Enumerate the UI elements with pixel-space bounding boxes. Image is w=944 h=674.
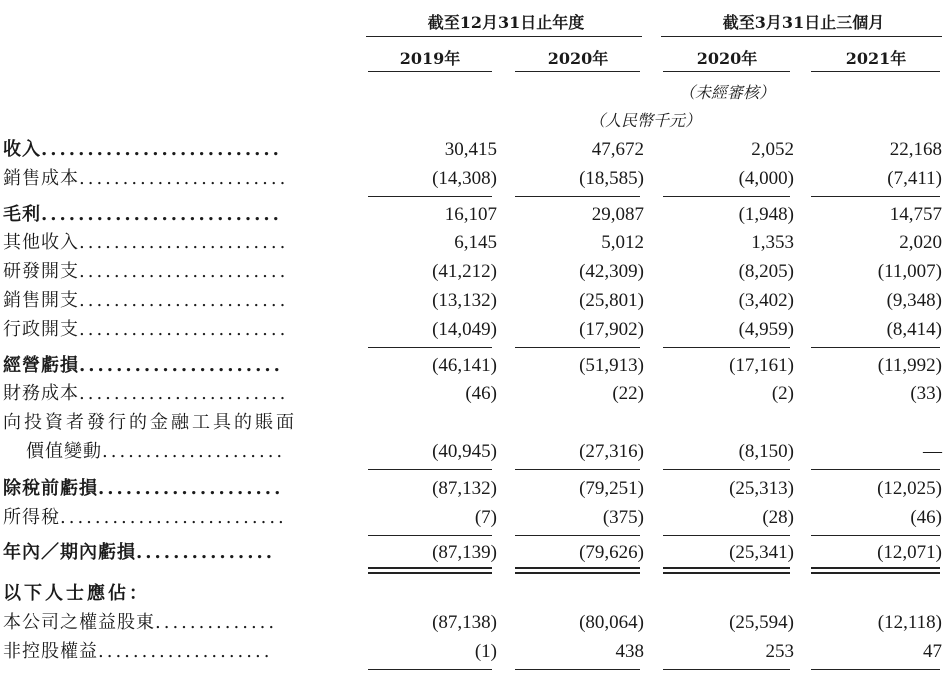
table-row-selling-expenses bbox=[0, 288, 944, 314]
cell-2019: 16,107 bbox=[444, 204, 497, 225]
table-row-revenue bbox=[0, 137, 944, 163]
subtotal-rule bbox=[368, 535, 492, 536]
row-label: 經營虧損...................... bbox=[3, 355, 283, 376]
table-row-finance-costs bbox=[0, 381, 944, 407]
row-label: 銷售成本........................ bbox=[3, 168, 289, 189]
subtotal-rule bbox=[663, 535, 790, 536]
cell-2020: (80,064) bbox=[579, 612, 644, 633]
table-row-other-income bbox=[0, 230, 944, 256]
row-label: 所得稅.......................... bbox=[3, 507, 287, 528]
attributable-heading: 以下人士應佔： bbox=[3, 583, 150, 604]
row-label: 收入.......................... bbox=[3, 139, 282, 160]
subtotal-rule bbox=[811, 469, 940, 470]
cell-2020-q1: (8,205) bbox=[738, 261, 794, 282]
cell-2020-q1: (25,313) bbox=[729, 478, 794, 499]
cell-2021-q1: (11,992) bbox=[877, 355, 942, 376]
cell-2019: (14,308) bbox=[432, 168, 497, 189]
year-header-4: 2021年 bbox=[845, 49, 907, 68]
row-label: 除稅前虧損.................... bbox=[3, 478, 284, 499]
currency-note: （人民幣千元） bbox=[588, 111, 701, 130]
cell-2019: (14,049) bbox=[432, 319, 497, 340]
table-row-non-controlling-interests bbox=[0, 639, 944, 665]
year-rule-1 bbox=[368, 71, 492, 72]
cell-2020: (42,309) bbox=[579, 261, 644, 282]
year-header-3: 2020年 bbox=[696, 49, 758, 68]
subtotal-rule bbox=[811, 535, 940, 536]
cell-2020: (17,902) bbox=[579, 319, 644, 340]
cell-2020-q1: 1,353 bbox=[751, 232, 794, 253]
attributable-heading-row bbox=[0, 581, 944, 607]
cell-2020-q1: (25,594) bbox=[729, 612, 794, 633]
bottom-rule bbox=[368, 669, 492, 670]
row-label: 毛利.......................... bbox=[3, 204, 282, 225]
bottom-rule bbox=[663, 669, 790, 670]
cell-2020-q1: 2,052 bbox=[751, 139, 794, 160]
cell-2020: (18,585) bbox=[579, 168, 644, 189]
table-row-equity-shareholders bbox=[0, 610, 944, 636]
cell-2020: (25,801) bbox=[579, 290, 644, 311]
total-double-rule bbox=[368, 567, 492, 574]
cell-2020: 5,012 bbox=[601, 232, 644, 253]
cell-2021-q1: (11,007) bbox=[877, 261, 942, 282]
subtotal-rule bbox=[515, 347, 640, 348]
row-label: 其他收入........................ bbox=[3, 232, 289, 253]
subtotal-rule bbox=[663, 347, 790, 348]
table-row-rd-expenses bbox=[0, 259, 944, 285]
row-label: 價值變動..................... bbox=[26, 441, 286, 462]
subtotal-rule bbox=[368, 196, 492, 197]
subtotal-rule bbox=[515, 535, 640, 536]
subtotal-rule bbox=[368, 347, 492, 348]
header-group-rule-1 bbox=[366, 36, 642, 37]
cell-2021-q1: 22,168 bbox=[889, 139, 942, 160]
header-group-rule-2 bbox=[661, 36, 942, 37]
cell-2021-q1: 2,020 bbox=[899, 232, 942, 253]
year-rule-2 bbox=[515, 71, 640, 72]
cell-2020-q1: 253 bbox=[765, 641, 794, 662]
cell-2020-q1: (1,948) bbox=[738, 204, 794, 225]
cell-2021-q1: 14,757 bbox=[889, 204, 942, 225]
header-group-three-months: 截至3月31日止三個月 bbox=[722, 13, 885, 32]
year-header-1: 2019年 bbox=[399, 49, 461, 68]
row-label: 銷售開支........................ bbox=[3, 290, 289, 311]
cell-2020: (22) bbox=[612, 383, 644, 404]
cell-2020-q1: (8,150) bbox=[738, 441, 794, 462]
row-label: 行政開支........................ bbox=[3, 319, 289, 340]
cell-2020: 438 bbox=[615, 641, 644, 662]
cell-2019: (87,138) bbox=[432, 612, 497, 633]
cell-2019: (87,132) bbox=[432, 478, 497, 499]
cell-2019: (46,141) bbox=[432, 355, 497, 376]
subtotal-rule bbox=[368, 469, 492, 470]
table-row-cost-of-sales bbox=[0, 166, 944, 192]
bottom-rule bbox=[811, 669, 940, 670]
cell-2020-q1: (4,000) bbox=[738, 168, 794, 189]
cell-2021-q1: (8,414) bbox=[886, 319, 942, 340]
table-row-fair-value-change bbox=[0, 439, 944, 465]
cell-2019: (87,139) bbox=[432, 542, 497, 563]
cell-2021-q1: (12,025) bbox=[877, 478, 942, 499]
total-double-rule bbox=[811, 567, 940, 574]
cell-2019: (40,945) bbox=[432, 441, 497, 462]
subtotal-rule bbox=[515, 196, 640, 197]
cell-2020: (79,626) bbox=[579, 542, 644, 563]
cell-2019: (41,212) bbox=[432, 261, 497, 282]
cell-2021-q1: (9,348) bbox=[886, 290, 942, 311]
cell-2020-q1: (4,959) bbox=[738, 319, 794, 340]
cell-2020-q1: (25,341) bbox=[729, 542, 794, 563]
cell-2021-q1: (12,118) bbox=[877, 612, 942, 633]
row-label: 研發開支........................ bbox=[3, 261, 289, 282]
row-label: 本公司之權益股東.............. bbox=[3, 612, 278, 633]
table-row-income-tax bbox=[0, 505, 944, 531]
cell-2021-q1: (46) bbox=[910, 507, 942, 528]
subtotal-rule bbox=[515, 469, 640, 470]
cell-2019: 6,145 bbox=[454, 232, 497, 253]
cell-2019: (13,132) bbox=[432, 290, 497, 311]
header-group-years-ended: 截至12月31日止年度 bbox=[427, 13, 585, 32]
row-label: 財務成本........................ bbox=[3, 383, 289, 404]
bottom-rule bbox=[515, 669, 640, 670]
cell-2021-q1: 47 bbox=[923, 641, 942, 662]
cell-2020: (79,251) bbox=[579, 478, 644, 499]
table-row-operating-loss bbox=[0, 353, 944, 379]
row-label: 向投資者發行的金融工具的賬面 bbox=[3, 412, 297, 433]
cell-2021-q1: — bbox=[923, 441, 942, 462]
table-row-financial-instruments-heading bbox=[0, 410, 944, 436]
row-label: 非控股權益.................... bbox=[3, 641, 273, 662]
cell-2020-q1: (17,161) bbox=[729, 355, 794, 376]
cell-2020: (27,316) bbox=[579, 441, 644, 462]
total-double-rule bbox=[663, 567, 790, 574]
cell-2020: (51,913) bbox=[579, 355, 644, 376]
unaudited-note: （未經審核） bbox=[678, 83, 775, 102]
subtotal-rule bbox=[811, 196, 940, 197]
table-row-loss-before-tax bbox=[0, 476, 944, 502]
subtotal-rule bbox=[663, 469, 790, 470]
row-label: 年內／期內虧損............... bbox=[3, 542, 275, 563]
cell-2021-q1: (7,411) bbox=[887, 168, 942, 189]
cell-2020: 29,087 bbox=[591, 204, 644, 225]
cell-2020: (375) bbox=[602, 507, 644, 528]
table-row-gross-profit bbox=[0, 202, 944, 228]
subtotal-rule bbox=[811, 347, 940, 348]
cell-2019: 30,415 bbox=[444, 139, 497, 160]
cell-2019: (46) bbox=[465, 383, 497, 404]
subtotal-rule bbox=[663, 196, 790, 197]
cell-2020: 47,672 bbox=[591, 139, 644, 160]
total-double-rule bbox=[515, 567, 640, 574]
cell-2020-q1: (28) bbox=[762, 507, 794, 528]
year-header-2: 2020年 bbox=[547, 49, 609, 68]
table-row-admin-expenses bbox=[0, 317, 944, 343]
cell-2021-q1: (12,071) bbox=[877, 542, 942, 563]
cell-2020-q1: (2) bbox=[771, 383, 794, 404]
cell-2020-q1: (3,402) bbox=[738, 290, 794, 311]
table-row-loss-for-period bbox=[0, 540, 944, 566]
year-rule-4 bbox=[811, 71, 940, 72]
cell-2019: (7) bbox=[474, 507, 497, 528]
year-rule-3 bbox=[663, 71, 790, 72]
cell-2019: (1) bbox=[474, 641, 497, 662]
cell-2021-q1: (33) bbox=[910, 383, 942, 404]
